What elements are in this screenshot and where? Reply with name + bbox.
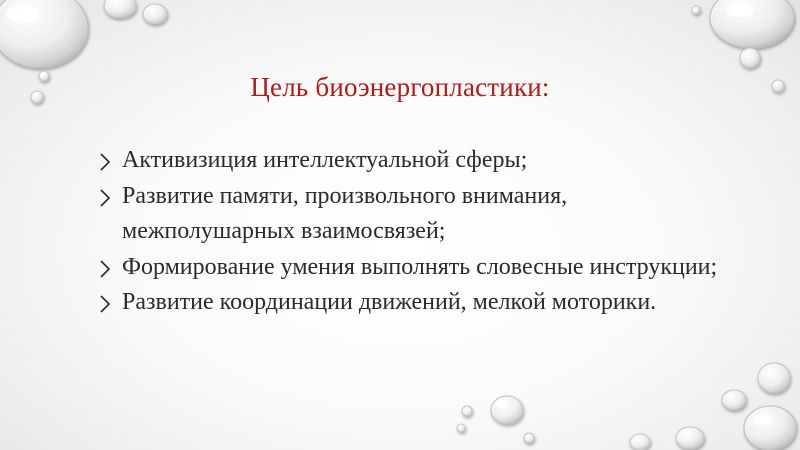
arrow-bullet-icon: [98, 188, 112, 208]
arrow-bullet-icon: [98, 259, 112, 279]
list-item-text: Развитие памяти, произвольного внимания, межполушарных взаимосвязей;: [122, 182, 568, 244]
list-item: [98, 285, 738, 321]
bullet-list: [98, 143, 738, 321]
list-item-text: Развитие координации движений, мелкой моторики.: [122, 289, 657, 315]
list-item-text: Формирование умения выполнять словесные инструкции;: [122, 253, 718, 280]
arrow-bullet-icon: [98, 294, 112, 314]
slide-title: Цель биоэнергопластики:: [250, 72, 550, 102]
list-item: [98, 143, 738, 179]
list-item-text: Активизиция интеллектуальной сферы;: [122, 147, 528, 173]
list-item: [98, 250, 738, 286]
arrow-bullet-icon: [98, 152, 112, 172]
list-item: [98, 179, 738, 250]
